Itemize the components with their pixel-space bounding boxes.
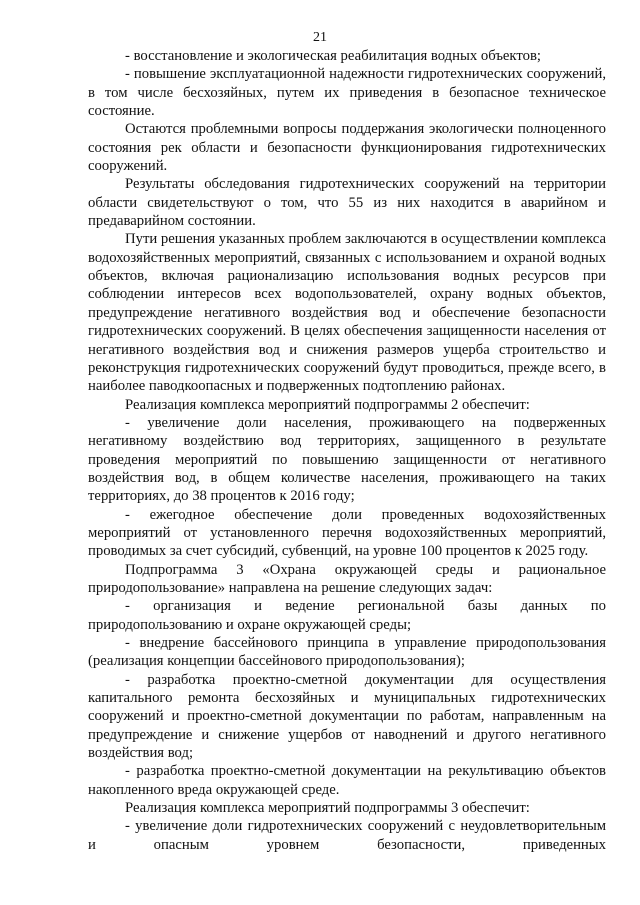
paragraph-8: - ежегодное обеспечение доли проведенных водохозяйственных мероприятий от установленного перечня водохозяйственных мероприятий, проводимых за счет субсидий, субвенций, на уровне 100 процентов к 2025 году. xyxy=(88,506,606,560)
paragraph-14: Реализация комплекса мероприятий подпрограммы 3 обеспечит: xyxy=(125,800,530,817)
paragraph-2: - повышение эксплуатационной надежности гидротехнических сооружений, в том числе бесхозяйных, путем их приведения в безопасное техническое состояние. xyxy=(88,66,606,120)
paragraph-12: - разработка проектно-сметной документации для осуществления капитального ремонта бесхозяйных и муниципальных гидротехнических сооружений и проектно-сметной документации по работам, направленным на предупреждение и снижение ущербов от наводнений и другого негативного воздействия вод; xyxy=(88,671,606,762)
paragraph-13: - разработка проектно-сметной документации на рекультивацию объектов накопленного вреда окружающей среде. xyxy=(88,763,606,798)
paragraph-7: - увеличение доли населения, проживающего на подверженных негативному воздействию вод территориях, защищенного в результате проведения мероприятий по повышению защищенности от негативного воздействия вод, в общем количестве населения, проживающего на таких территориях, до 38 процентов к 2016 году; xyxy=(88,414,606,505)
paragraph-1: - восстановление и экологическая реабилитация водных объектов; xyxy=(125,48,541,64)
paragraph-6: Реализация комплекса мероприятий подпрограммы 2 обеспечит: xyxy=(125,396,530,413)
paragraph-10: - организация и ведение региональной базы данных по природопользованию и охране окружающей среды; xyxy=(88,598,606,633)
paragraph-5: Пути решения указанных проблем заключаются в осуществлении комплекса водохозяйственных мероприятий, связанных с использованием и охраной водных объектов, включая рационализацию использования водных ресурсов при соблюдении интересов всех водопользователей, охрану водных объектов, предупреждение негативного воздействия вод и обеспечение безопасности гидротехнических сооружений. В целях обеспечения защищенности населения от негативного воздействия вод и снижения размеров ущерба строительство и реконструкция гидротехнических сооружений будут проводиться, прежде всего, в наиболее паводкоопасных и подверженных подтоплению районах. xyxy=(88,231,606,395)
paragraph-9: Подпрограмма 3 «Охрана окружающей среды и рациональное природопользование» направлена на решение следующих задач: xyxy=(88,561,606,596)
document-body xyxy=(88,47,606,854)
paragraph-11: - внедрение бассейнового принципа в управление природопользования (реализация концепции бассейнового природопользования); xyxy=(88,635,606,670)
paragraph-15: - увеличение доли гидротехнических сооружений с неудовлетворительным и опасным уровнем безопасности, приведенных xyxy=(88,818,606,853)
paragraph-4: Результаты обследования гидротехнических сооружений на территории области свидетельствуют о том, что 55 из них находится в аварийном и предаварийном состоянии. xyxy=(88,176,606,230)
page-number: 21 xyxy=(313,30,327,45)
paragraph-3: Остаются проблемными вопросы поддержания экологически полноценного состояния рек области и безопасности функционирования гидротехнических сооружений. xyxy=(88,121,606,175)
